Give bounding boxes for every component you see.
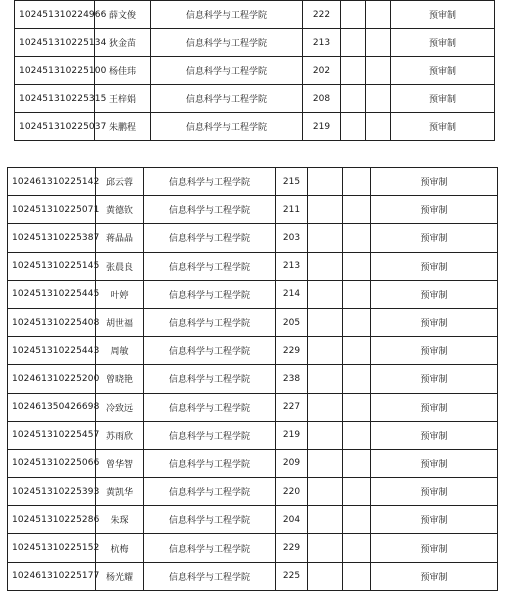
- score-cell: 222: [303, 1, 341, 29]
- blank-cell: [343, 365, 371, 393]
- blank-cell: [308, 308, 343, 336]
- exam-id-cell: 102451310225145: [8, 252, 96, 280]
- college-cell: 信息科学与工程学院: [151, 57, 303, 85]
- student-name-cell: 邱云蓉: [96, 168, 144, 196]
- score-cell: 229: [276, 337, 308, 365]
- student-name-cell: 朱鹏程: [95, 113, 151, 141]
- blank-cell: [343, 224, 371, 252]
- blank-cell: [308, 168, 343, 196]
- score-cell: 213: [276, 252, 308, 280]
- student-name-cell: 周敏: [96, 337, 144, 365]
- blank-cell: [343, 280, 371, 308]
- table-row: [8, 534, 498, 562]
- admission-table-bottom: [7, 167, 498, 591]
- exam-id-cell: 102451310225408: [8, 308, 96, 336]
- exam-id-cell: 102451310224966: [15, 1, 95, 29]
- student-name-cell: 曾华智: [96, 449, 144, 477]
- exam-id-cell: 102451310225152: [8, 534, 96, 562]
- score-cell: 211: [276, 196, 308, 224]
- blank-cell: [308, 534, 343, 562]
- table-row: [8, 365, 498, 393]
- student-name-cell: 杭梅: [96, 534, 144, 562]
- table-row: [15, 1, 495, 29]
- student-name-cell: 薛文俊: [95, 1, 151, 29]
- blank-cell: [366, 57, 391, 85]
- score-cell: 214: [276, 280, 308, 308]
- blank-cell: [341, 29, 366, 57]
- table-row: [8, 308, 498, 336]
- status-cell: 预审制: [391, 85, 495, 113]
- blank-cell: [343, 478, 371, 506]
- table-row: [8, 478, 498, 506]
- blank-cell: [343, 449, 371, 477]
- blank-cell: [343, 562, 371, 590]
- table-row: [15, 57, 495, 85]
- status-cell: 预审制: [391, 113, 495, 141]
- score-cell: 220: [276, 478, 308, 506]
- blank-cell: [341, 57, 366, 85]
- blank-cell: [308, 393, 343, 421]
- blank-cell: [308, 421, 343, 449]
- table-row: [8, 252, 498, 280]
- score-cell: 213: [303, 29, 341, 57]
- blank-cell: [366, 1, 391, 29]
- blank-cell: [343, 168, 371, 196]
- exam-id-cell: 102451310225066: [8, 449, 96, 477]
- table-row: [8, 506, 498, 534]
- student-name-cell: 胡世福: [96, 308, 144, 336]
- exam-id-cell: 102461350426698: [8, 393, 96, 421]
- score-cell: 227: [276, 393, 308, 421]
- student-name-cell: 张晨良: [96, 252, 144, 280]
- table-row: [8, 393, 498, 421]
- score-cell: 209: [276, 449, 308, 477]
- student-name-cell: 狄金苗: [95, 29, 151, 57]
- college-cell: 信息科学与工程学院: [144, 534, 276, 562]
- status-cell: 预审制: [371, 196, 498, 224]
- blank-cell: [366, 85, 391, 113]
- table-row: [15, 29, 495, 57]
- status-cell: 预审制: [371, 168, 498, 196]
- table-row: [8, 421, 498, 449]
- status-cell: 预审制: [371, 337, 498, 365]
- blank-cell: [341, 85, 366, 113]
- student-name-cell: 叶婷: [96, 280, 144, 308]
- table-row: [8, 224, 498, 252]
- blank-cell: [366, 113, 391, 141]
- exam-id-cell: 102451310225100: [15, 57, 95, 85]
- status-cell: 预审制: [371, 224, 498, 252]
- score-cell: 204: [276, 506, 308, 534]
- college-cell: 信息科学与工程学院: [151, 85, 303, 113]
- status-cell: 预审制: [371, 562, 498, 590]
- blank-cell: [343, 534, 371, 562]
- blank-cell: [366, 29, 391, 57]
- blank-cell: [308, 478, 343, 506]
- college-cell: 信息科学与工程学院: [144, 506, 276, 534]
- blank-cell: [308, 337, 343, 365]
- college-cell: 信息科学与工程学院: [144, 393, 276, 421]
- college-cell: 信息科学与工程学院: [144, 562, 276, 590]
- status-cell: 预审制: [371, 393, 498, 421]
- blank-cell: [343, 308, 371, 336]
- status-cell: 预审制: [391, 1, 495, 29]
- exam-id-cell: 102451310225443: [8, 337, 96, 365]
- status-cell: 预审制: [371, 308, 498, 336]
- blank-cell: [341, 113, 366, 141]
- blank-cell: [341, 1, 366, 29]
- table-row: [15, 85, 495, 113]
- score-cell: 238: [276, 365, 308, 393]
- student-name-cell: 王梓娟: [95, 85, 151, 113]
- blank-cell: [308, 562, 343, 590]
- exam-id-cell: 102461310225142: [8, 168, 96, 196]
- college-cell: 信息科学与工程学院: [151, 29, 303, 57]
- blank-cell: [308, 506, 343, 534]
- exam-id-cell: 102451310225315: [15, 85, 95, 113]
- exam-id-cell: 102451310225134: [15, 29, 95, 57]
- exam-id-cell: 102451310225445: [8, 280, 96, 308]
- score-cell: 219: [276, 421, 308, 449]
- blank-cell: [308, 224, 343, 252]
- blank-cell: [308, 252, 343, 280]
- table-row: [8, 449, 498, 477]
- student-name-cell: 冷致远: [96, 393, 144, 421]
- student-name-cell: 曾晓艳: [96, 365, 144, 393]
- score-cell: 225: [276, 562, 308, 590]
- score-cell: 203: [276, 224, 308, 252]
- score-cell: 208: [303, 85, 341, 113]
- exam-id-cell: 102451310225393: [8, 478, 96, 506]
- status-cell: 预审制: [371, 252, 498, 280]
- score-cell: 202: [303, 57, 341, 85]
- blank-cell: [343, 421, 371, 449]
- college-cell: 信息科学与工程学院: [144, 168, 276, 196]
- college-cell: 信息科学与工程学院: [144, 196, 276, 224]
- exam-id-cell: 102451310225286: [8, 506, 96, 534]
- student-name-cell: 蒋晶晶: [96, 224, 144, 252]
- score-cell: 229: [276, 534, 308, 562]
- blank-cell: [308, 280, 343, 308]
- college-cell: 信息科学与工程学院: [144, 478, 276, 506]
- blank-cell: [308, 365, 343, 393]
- status-cell: 预审制: [371, 478, 498, 506]
- student-name-cell: 黄凯华: [96, 478, 144, 506]
- college-cell: 信息科学与工程学院: [144, 280, 276, 308]
- student-name-cell: 黄德钦: [96, 196, 144, 224]
- blank-cell: [343, 252, 371, 280]
- exam-id-cell: 102461310225200: [8, 365, 96, 393]
- score-cell: 219: [303, 113, 341, 141]
- score-cell: 215: [276, 168, 308, 196]
- table-row: [8, 196, 498, 224]
- status-cell: 预审制: [391, 57, 495, 85]
- status-cell: 预审制: [371, 506, 498, 534]
- exam-id-cell: 102451310225071: [8, 196, 96, 224]
- blank-cell: [308, 196, 343, 224]
- exam-id-cell: 102451310225457: [8, 421, 96, 449]
- college-cell: 信息科学与工程学院: [144, 449, 276, 477]
- college-cell: 信息科学与工程学院: [144, 337, 276, 365]
- admission-table-top: [14, 0, 495, 141]
- status-cell: 预审制: [391, 29, 495, 57]
- student-name-cell: 朱琛: [96, 506, 144, 534]
- status-cell: 预审制: [371, 421, 498, 449]
- score-cell: 205: [276, 308, 308, 336]
- college-cell: 信息科学与工程学院: [144, 421, 276, 449]
- table-row: [8, 280, 498, 308]
- exam-id-cell: 102451310225037: [15, 113, 95, 141]
- student-name-cell: 苏雨欣: [96, 421, 144, 449]
- blank-cell: [343, 393, 371, 421]
- status-cell: 预审制: [371, 449, 498, 477]
- college-cell: 信息科学与工程学院: [144, 365, 276, 393]
- status-cell: 预审制: [371, 534, 498, 562]
- table-row: [8, 562, 498, 590]
- blank-cell: [308, 449, 343, 477]
- status-cell: 预审制: [371, 280, 498, 308]
- college-cell: 信息科学与工程学院: [144, 308, 276, 336]
- college-cell: 信息科学与工程学院: [144, 224, 276, 252]
- table-row: [15, 113, 495, 141]
- college-cell: 信息科学与工程学院: [144, 252, 276, 280]
- blank-cell: [343, 506, 371, 534]
- status-cell: 预审制: [371, 365, 498, 393]
- exam-id-cell: 102461310225177: [8, 562, 96, 590]
- blank-cell: [343, 196, 371, 224]
- college-cell: 信息科学与工程学院: [151, 113, 303, 141]
- exam-id-cell: 102451310225387: [8, 224, 96, 252]
- table-row: [8, 168, 498, 196]
- student-name-cell: 杨佳玮: [95, 57, 151, 85]
- blank-cell: [343, 337, 371, 365]
- table-row: [8, 337, 498, 365]
- college-cell: 信息科学与工程学院: [151, 1, 303, 29]
- student-name-cell: 杨光耀: [96, 562, 144, 590]
- page-gap: [0, 145, 508, 167]
